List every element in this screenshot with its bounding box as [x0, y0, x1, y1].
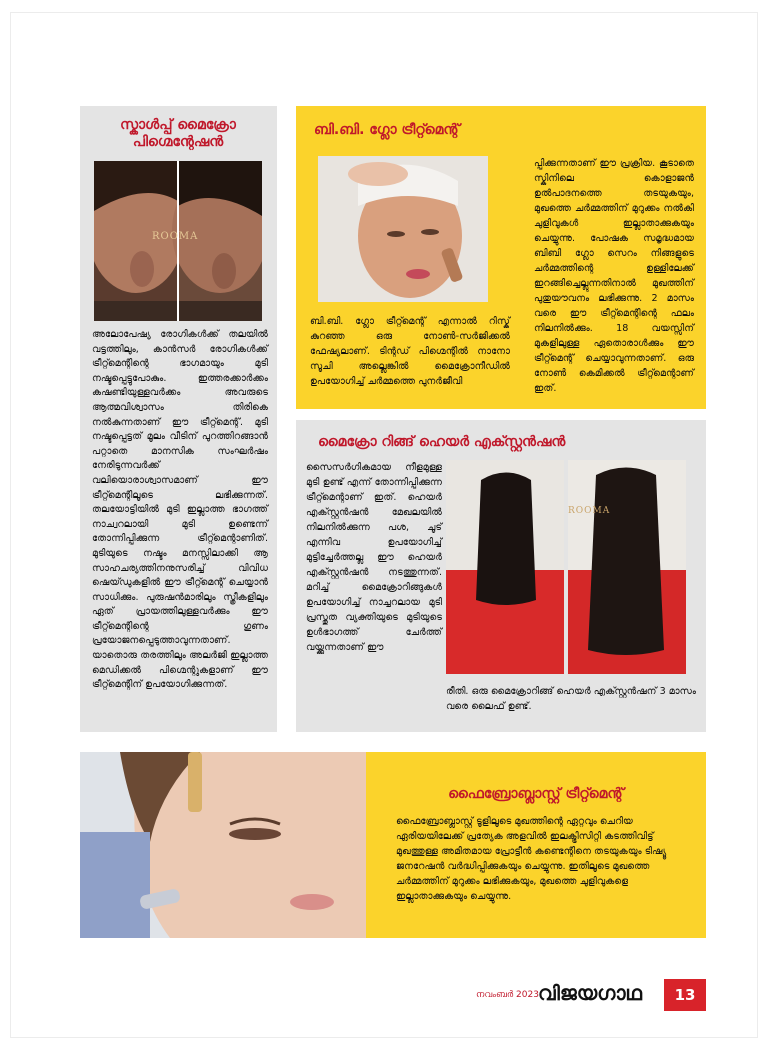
micro-ring-before-after-photo [446, 460, 686, 674]
smp-panel [80, 106, 277, 732]
page-number: 13 [664, 979, 706, 1011]
fibroblast-body-text: ഫൈബ്രോബ്ലാസ്റ്റ് ടൂളിലൂടെ മുഖത്തിന്റെ ഏറ്റവും ചെറിയ ഏരിയയിലേക്ക് പ്രത്യേക അളവിൽ ഇലക്ട്രിസിറ്റി കടത്തിവിട്ട് മുഖത്തുള്ള അമിതമായ പ്രോട്ടീൻ കണ്ടെന്റിനെ തടയുകയും ടിഷ്യൂ ജനറേഷൻ വർദ്ധിപ്പിക്കുകയും ചെയ്യുന്നു. ഇതിലൂടെ മുഖത്തെ ചർമ്മത്തിന് മുറുക്കം ലഭിക്കുകയും, മുഖത്തെ ചുളിവുകളെ ഇല്ലാതാക്കുകയും ചെയ്യുന്നു. [396, 816, 667, 902]
fibroblast-title: ഫൈബ്രോബ്ലാസ്റ്റ് ട്രീറ്റ്മെന്റ് [448, 786, 624, 802]
bb-glow-body-left: ബി.ബി. ഗ്ലോ ട്രീറ്റ്മെന്റ് എന്നാൽ റിസ്ക് കുറഞ്ഞ ഒരു നോൺ-സർജിക്കൽ ഫേഷ്യലാണ്. ടിന്റഡ് പിഗ്മെന്റിൽ നാനോ സൂചി അല്ലെങ്കിൽ മൈക്രോനീഡിൽ ഉപയോഗിച്ച് ചർമ്മത്തെ പുനർജീവി [310, 316, 510, 387]
bb-glow-body-right: പ്പിക്കുന്നതാണ് ഈ പ്രക്രിയ. കൂടാതെ സ്കിനിലെ കൊളാജൻ ഉൽപാദനത്തെ തടയുകയും, മുഖത്തെ ചർമ്മത്തിന് മുറുക്കം നൽകി ചുളിവുകൾ ഇല്ലാതാക്കുകയും ചെയ്യുന്നു. പോഷക സമൃദ്ധമായ ബിബി ഗ്ലോ സെറം നിങ്ങളുടെ ചർമ്മത്തിന്റെ ഉള്ളിലേക്ക് ഇറങ്ങിച്ചെല്ലുന്നതിനാൽ മുഖത്തിന് പുതുയൗവനം ലഭിക്കുന്നു. 2 മാസം വരെ ഈ ട്രീറ്റ്മെന്റിന്റെ ഫലം നിലനിൽക്കും. 18 വയസ്സിന് മുകളിലുള്ള ഏതൊരാൾക്കും ഈ ട്രീറ്റ്മെന്റ് ചെയ്യാവുന്നതാണ്. ഒരു നോൺ കെമിക്കൽ ട്രീറ്റ്മെന്റാണ് ഇത്. [534, 158, 694, 394]
bb-glow-panel [296, 106, 706, 409]
micro-ring-panel [296, 420, 706, 732]
fibroblast-photo [80, 752, 366, 938]
micro-ring-body-bottom: രീതി. ഒരു മൈക്രോറിങ്ങ് ഹെയർ എക്സ്റ്റൻഷന് 3 മാസം വരെ ലൈഫ് ഉണ്ട്. [446, 686, 696, 712]
bb-glow-photo [318, 156, 488, 302]
smp-body-text: അലോപേഷ്യ രോഗികൾക്ക് തലയിൽ വട്ടത്തിലും, കാൻസർ രോഗികൾക്ക് ട്രീറ്റ്മെന്റിന്റെ ഭാഗമായും മുടി നഷ്ടപ്പെട്ടുപോകും. ഇത്തരക്കാർക്കം കഷണ്ടിയുള്ളവർക്കം അവരുടെ ആത്മവിശ്വാസം തിരികെ നൽകുന്നതാണ് ഈ ട്രീറ്റ്മെന്റ്. മുടി നഷ്ടപ്പെട്ടത് മൂലം വീടിന് പുറത്തിറങ്ങാൻ പറ്റാതെ മാനസിക സംഘർഷം നേരിടുന്നവർക്ക് വലിയൊരാശ്വാസമാണ് ഈ ട്രീറ്റ്മെന്റിലൂടെ ലഭിക്കുന്നത്. തലയോട്ടിയിൽ മുടി ഇല്ലാത്ത ഭാഗത്ത് നാച്വറലായി മുടി ഉണ്ടെന്ന് തോന്നിപ്പിക്കുന്ന ട്രീറ്റ്മെന്റാണിത്. മുടിയുടെ നഷ്ടം മനസ്സിലാക്കി ആ സാഹചര്യത്തിനനുസരിച്ച് വിവിധ ഷെയ്ഡുകളിൽ ഈ ട്രീറ്റ്മെന്റ് ചെയ്യാൻ സാധിക്കും. പുരുഷൻമാരിലും സ്ത്രീകളിലും ഏത് പ്രായത്തിലുള്ളവർക്കും ഈ ട്രീറ്റ്മെന്റിന്റെ ഗുണം പ്രയോജനപ്പെടുത്താവുന്നതാണ്. യാതൊരു തരത്തിലും അലർജി ഇല്ലാത്ത മെഡിക്കൽ പിഗ്മെന്റുകളാണ് ഈ ട്രീറ്റ്മെന്റിന് ഉപയോഗിക്കുന്നത്. [92, 329, 268, 691]
magazine-name: വിജയഗാഥ [538, 981, 642, 1005]
fibroblast-panel [366, 752, 706, 938]
bb-glow-title: ബി.ബി. ഗ്ലോ ട്രീറ്റ്മെന്റ് [314, 122, 460, 138]
issue-month: നവംബർ 2023 [476, 990, 539, 1000]
micro-ring-title: മൈക്രോ റിങ്ങ് ഹെയർ എക്സ്റ്റൻഷൻ [318, 434, 566, 450]
rooma-logo: ROOMA [152, 231, 199, 242]
rooma-logo: ROOMA [568, 506, 611, 516]
smp-before-after-photo [94, 161, 262, 321]
smp-title: സ്കാൾപ്പ് മൈക്രോ പിഗ്മെന്റേഷൻ [120, 117, 236, 150]
micro-ring-body-left: സൈസർഗികമായ നീളമുള്ള മുടി ഉണ്ട് എന്ന് തോന്നിപ്പിക്കുന്ന ട്രീറ്റ്മെന്റാണ് ഇത്. ഹെയർ എക്സ്റ്റൻഷൻ മേഖലയിൽ നിലനിൽക്കുന്ന പശ, ചൂട് എന്നിവ ഉപയോഗിച്ച് മുട്ടിച്ചേർത്തല്ല ഈ ഹെയർ എക്സ്റ്റൻഷൻ നടത്തുന്നത്. മറിച്ച് മൈക്രോറിങ്ങുകൾ ഉപയോഗിച്ച് നാച്ചറലായ മുടി പ്രസ്തുത വ്യക്തിയുടെ മുടിയുടെ ഉൾഭാഗത്ത് ചേർത്ത് വയ്ക്കുന്നതാണ് ഈ [306, 462, 442, 653]
